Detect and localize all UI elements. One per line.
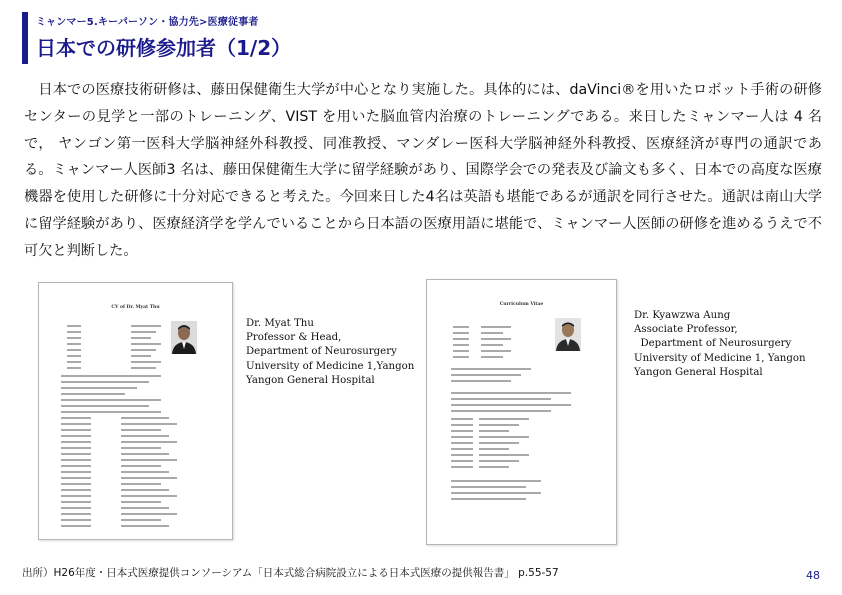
cv-text-line [121,465,161,467]
cv-text-line [61,423,91,425]
cv-heading: CV of Dr. Myat Thu [111,305,160,310]
cv-text-line [61,429,91,431]
cv-text-line [451,380,511,382]
cv-text-line [451,430,473,432]
cv-text-line [131,349,156,351]
caption-line: University of Medicine 1, Yangon [634,352,806,364]
cv-text-line [61,471,91,473]
cv-text-line [61,525,91,527]
caption-line: University of Medicine 1,Yangon [246,360,415,372]
cv-text-line [453,338,469,340]
caption-kyawzwa-aung [634,309,806,380]
breadcrumb: ミャンマー5.キーパーソン・協力先>医療従事者 [36,17,259,28]
cv-text-line [121,483,161,485]
portrait-photo [171,321,197,354]
cv-text-line [121,447,161,449]
cv-text-line [121,423,177,425]
cv-text-line [453,350,469,352]
cv-text-line [131,325,161,327]
cv-text-line [479,442,519,444]
cv-text-line [453,356,469,358]
cv-text-line [479,466,509,468]
cv-text-line [61,447,91,449]
cv-text-line [121,435,169,437]
cv-text-line [61,411,91,413]
caption-line: Dr. Kyawzwa Aung [634,310,731,321]
cv-text-line [121,459,177,461]
caption-line: Dr. Myat Thu [246,318,314,329]
caption-myat-thu [246,317,414,388]
cv-text-line [481,338,511,340]
cv-text-line [453,344,469,346]
caption-line: Professor & Head, [246,332,342,344]
caption-line: Yangon General Hospital [634,366,763,378]
cv-text-line [67,337,81,339]
cv-text-line [61,387,137,389]
cv-text-line [451,424,473,426]
cv-text-line [121,507,169,509]
caption-line: Department of Neurosurgery [634,338,792,350]
cv-text-line [131,355,151,357]
cv-text-line [67,361,81,363]
cv-text-line [479,418,529,420]
cv-text-line [451,480,541,482]
cv-text-line [451,492,541,494]
caption-line: Department of Neurosurgery [246,346,397,358]
cv-text-line [479,460,519,462]
cv-text-line [131,331,156,333]
cv-text-line [479,436,529,438]
cv-text-line [481,356,503,358]
cv-text-line [121,489,169,491]
portrait-photo [555,318,581,351]
cv-text-line [61,399,161,401]
cv-text-line [481,344,503,346]
cv-text-line [479,424,519,426]
cv-text-line [451,410,551,412]
cv-text-line [121,495,177,497]
cv-text-line [61,459,91,461]
cv-document-myat-thu [38,282,233,540]
source-note: 出所）H26年度・日本式医療提供コンソーシアム「日本式総合病院設立による日本式医療の提供報告書」 p.55-57 [22,567,559,579]
cv-text-line [67,367,81,369]
cv-text-line [121,411,161,413]
cv-text-line [481,326,511,328]
cv-text-line [61,381,149,383]
cv-text-line [61,495,91,497]
cv-text-line [451,398,551,400]
cv-text-line [131,367,156,369]
cv-text-line [451,454,473,456]
cv-text-line [451,460,473,462]
cv-text-line [67,331,81,333]
cv-text-line [481,332,503,334]
cv-text-line [67,349,81,351]
cv-text-line [451,466,473,468]
cv-text-line [121,471,169,473]
cv-text-line [121,441,177,443]
cv-text-line [121,477,177,479]
cv-text-line [131,337,151,339]
cv-text-line [61,513,91,515]
cv-text-line [451,448,473,450]
cv-text-line [451,404,571,406]
cv-text-line [61,483,91,485]
cv-text-line [61,405,149,407]
cv-text-line [61,501,91,503]
body-paragraph: 日本での医療技術研修は、藤田保健衛生大学が中心となり実施した。具体的には、daVinci®を用いたロボット手術の研修センターの見学と一部のトレーニング、VIST を用いた脳血管内治療のトレーニングである。来日したミャンマー人は 4 名で， ヤンゴン第一医科大学脳神経外科教授、同准教授、マンダレー医科大学脳神経外科教授、医療経済が専門の通訳である。ミャンマー人医師3 名は、藤田保健衛生大学に留学経験があり、国際学会での発表及び論文も多く、日本での高度な医療機器を使用した研修に十分対応できると考えた。今回来日した4名は英語も堪能であるが通訳を同行させた。通訳は南山大学に留学経験があり、医療経済学を学んでいることから日本語の医療用語に堪能で、ミャンマー人医師の研修を進めるうえで不可欠と判断した。 [24,82,822,259]
cv-text-line [131,343,161,345]
cv-text-line [453,332,469,334]
cv-text-line [451,486,526,488]
cv-text-line [451,442,473,444]
cv-text-line [121,429,161,431]
cv-text-line [451,392,571,394]
cv-text-line [61,435,91,437]
title-accent-bar [22,12,28,64]
cv-text-line [61,441,91,443]
page-number: 48 [806,569,820,582]
cv-text-line [451,436,473,438]
cv-text-line [67,355,81,357]
cv-text-line [121,519,161,521]
caption-line: Yangon General Hospital [246,374,375,386]
caption-line: Associate Professor, [634,324,738,336]
cv-text-line [67,325,81,327]
cv-text-line [121,525,169,527]
cv-text-line [481,350,511,352]
cv-text-line [453,326,469,328]
cv-text-line [479,430,509,432]
cv-text-line [479,448,509,450]
cv-text-line [451,368,531,370]
cv-heading: Curriculum Vitae [499,302,544,307]
cv-text-line [61,507,91,509]
cv-text-line [479,454,529,456]
cv-text-line [451,498,526,500]
cv-text-line [121,453,169,455]
cv-text-line [451,374,521,376]
cv-text-line [61,519,91,521]
cv-text-line [61,477,91,479]
page-title: 日本での研修参加者（1/2） [36,36,292,60]
cv-text-line [121,501,161,503]
cv-document-kyawzwa-aung [426,279,617,545]
cv-text-line [61,489,91,491]
cv-text-line [121,513,177,515]
cv-text-line [121,417,169,419]
cv-text-line [61,393,125,395]
cv-text-line [67,343,81,345]
cv-text-line [451,418,473,420]
cv-text-line [61,453,91,455]
cv-text-line [131,361,161,363]
cv-text-line [61,375,161,377]
cv-text-line [61,465,91,467]
cv-text-line [61,417,91,419]
